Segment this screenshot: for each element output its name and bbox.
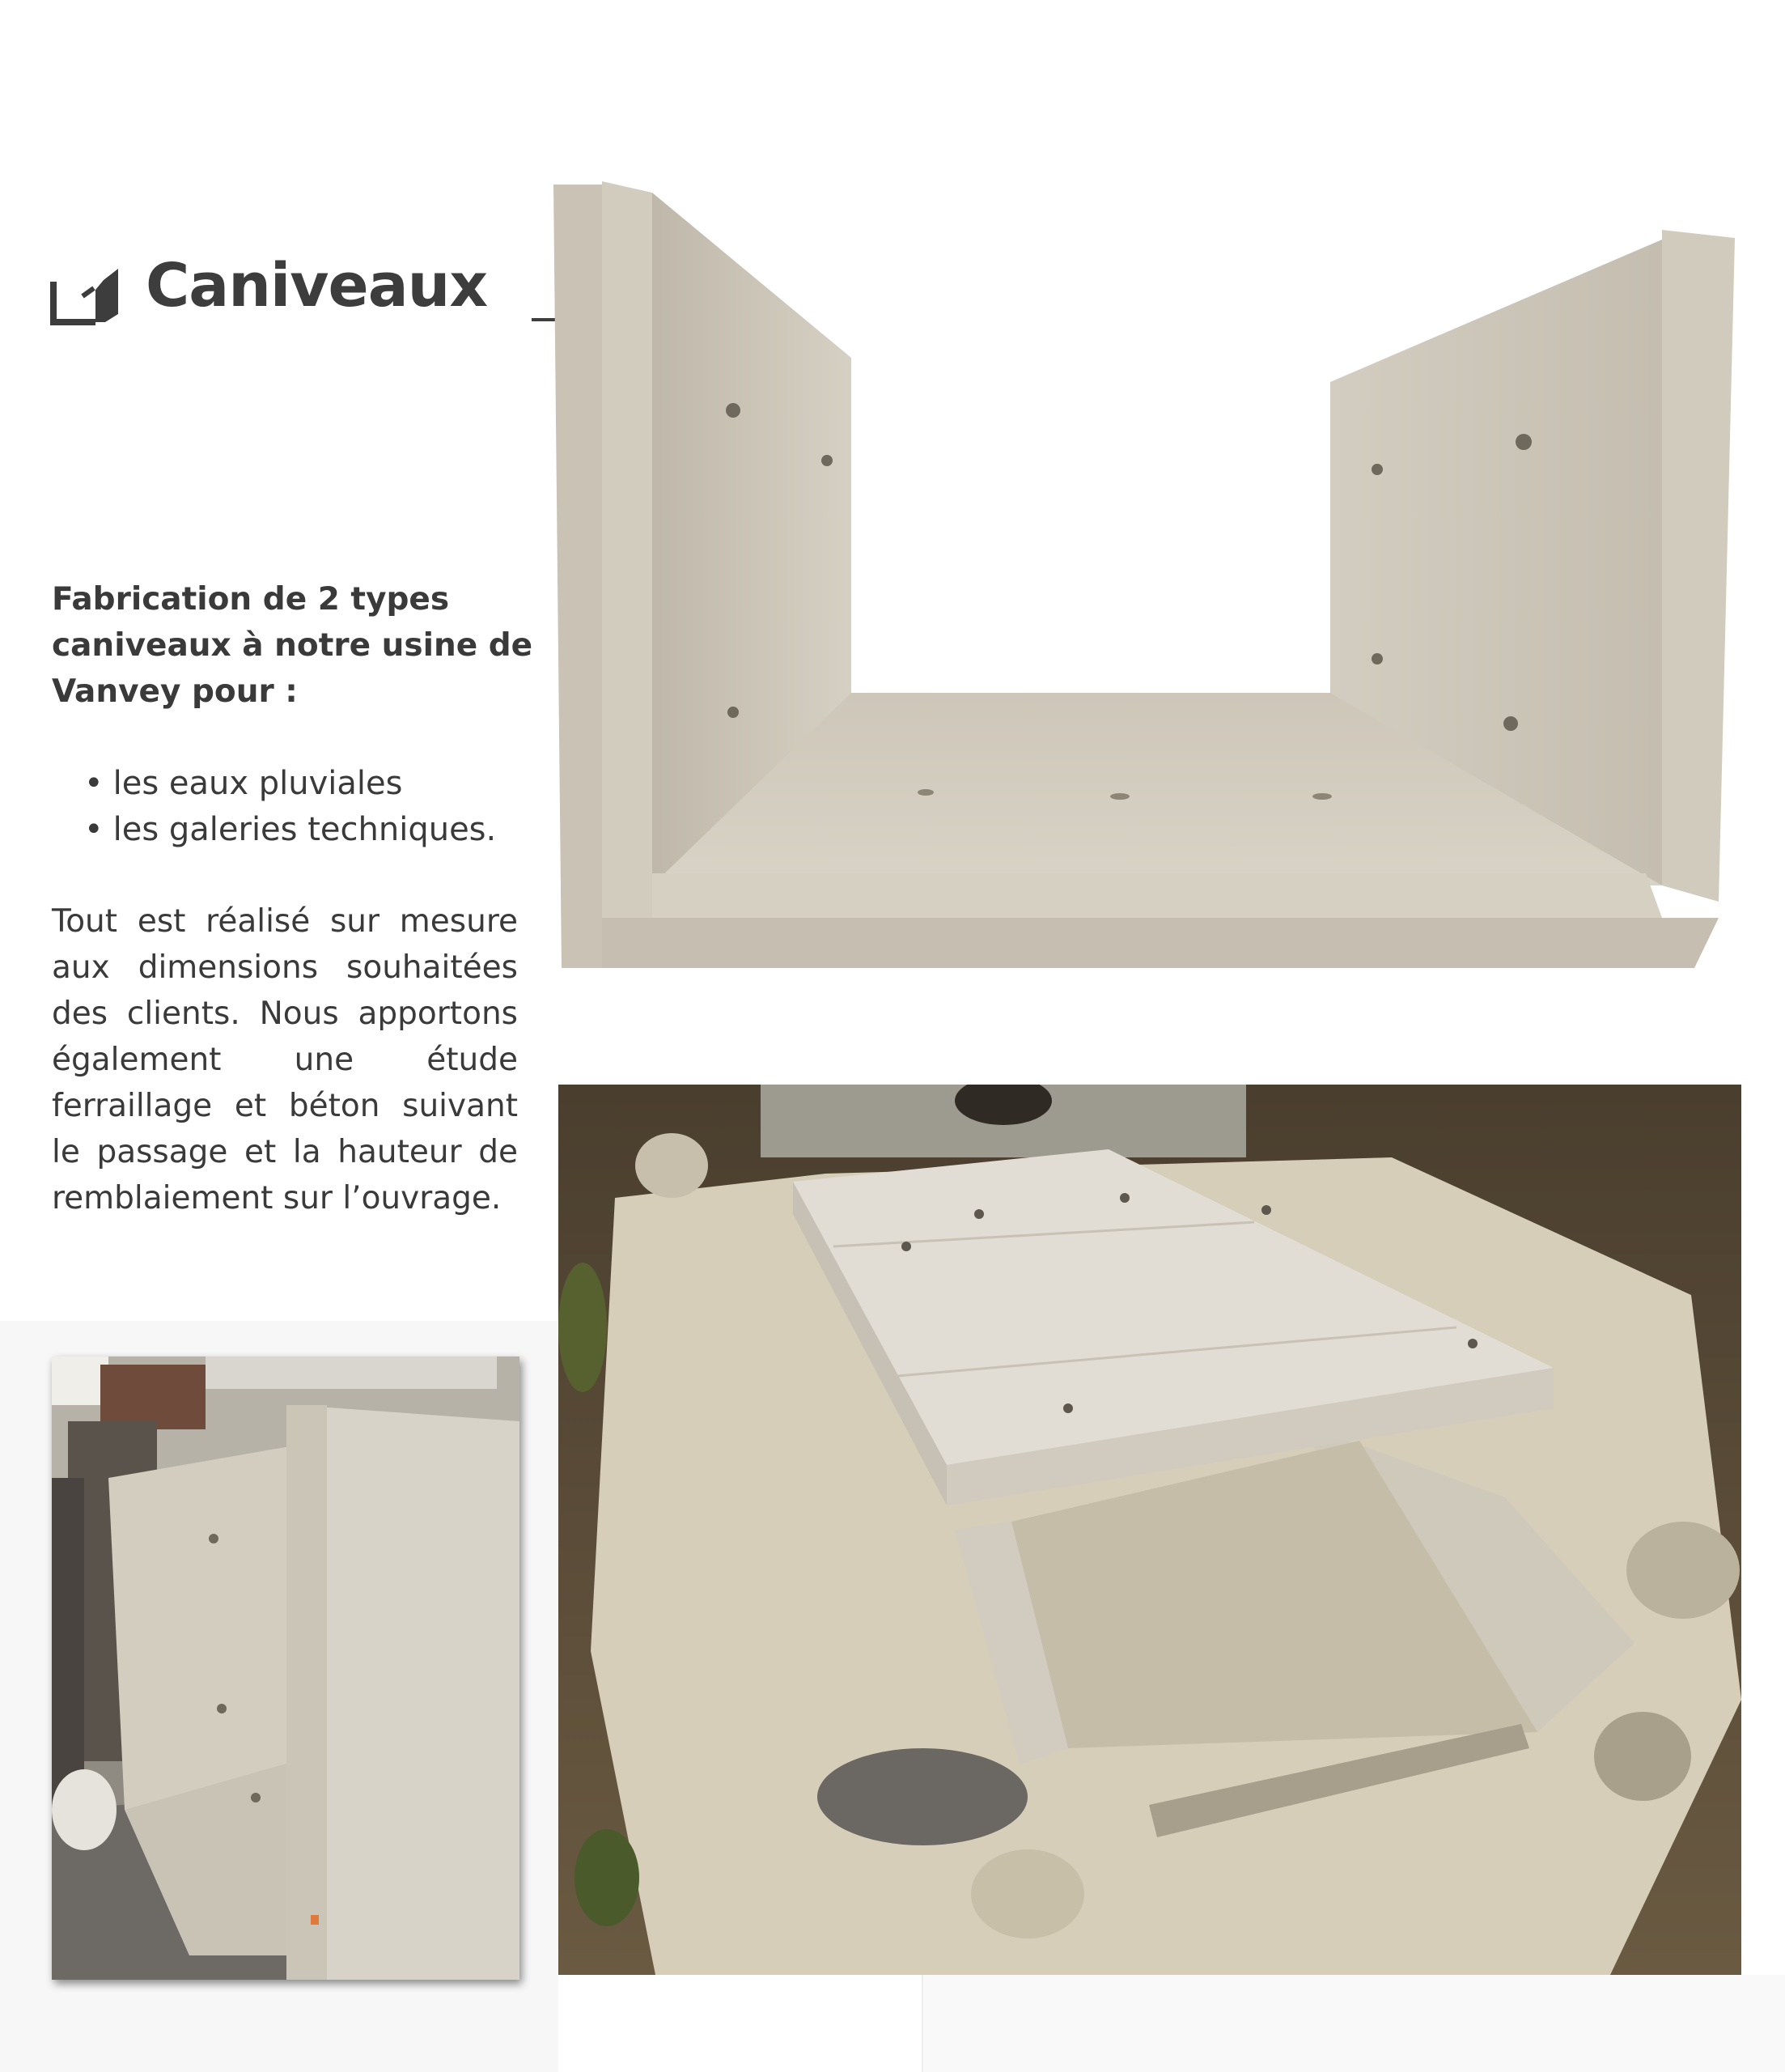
list-item: • les eaux pluviales [84,761,496,807]
intro-line: caniveaux à notre usine de [52,627,533,664]
description-line: ferraillage et béton suivant [52,1088,518,1124]
intro-line: Vanvey pour : [52,673,298,710]
description-line: le passage et la hauteur de [52,1134,518,1170]
description-text [52,898,518,1221]
installed-channel-with-cover-slab-photo [558,1085,1741,1975]
concrete-channel-in-factory-photo [52,1357,519,1980]
list-item: • les galeries techniques. [84,807,496,853]
caniveau-logo-icon [50,264,123,329]
description-line: également une étude [52,1042,518,1078]
usage-list [84,761,496,853]
intro-line: Fabrication de 2 types [52,581,450,618]
u-shaped-concrete-channel-photo [553,181,1740,968]
intro-text [52,576,537,715]
description-line: des clients. Nous apportons [52,996,518,1032]
description-line: remblaiement sur l’ouvrage. [52,1180,502,1216]
description-line: Tout est réalisé sur mesure [52,903,518,940]
page-title: Caniveaux [146,251,488,321]
description-line: aux dimensions souhaitées [52,949,518,986]
